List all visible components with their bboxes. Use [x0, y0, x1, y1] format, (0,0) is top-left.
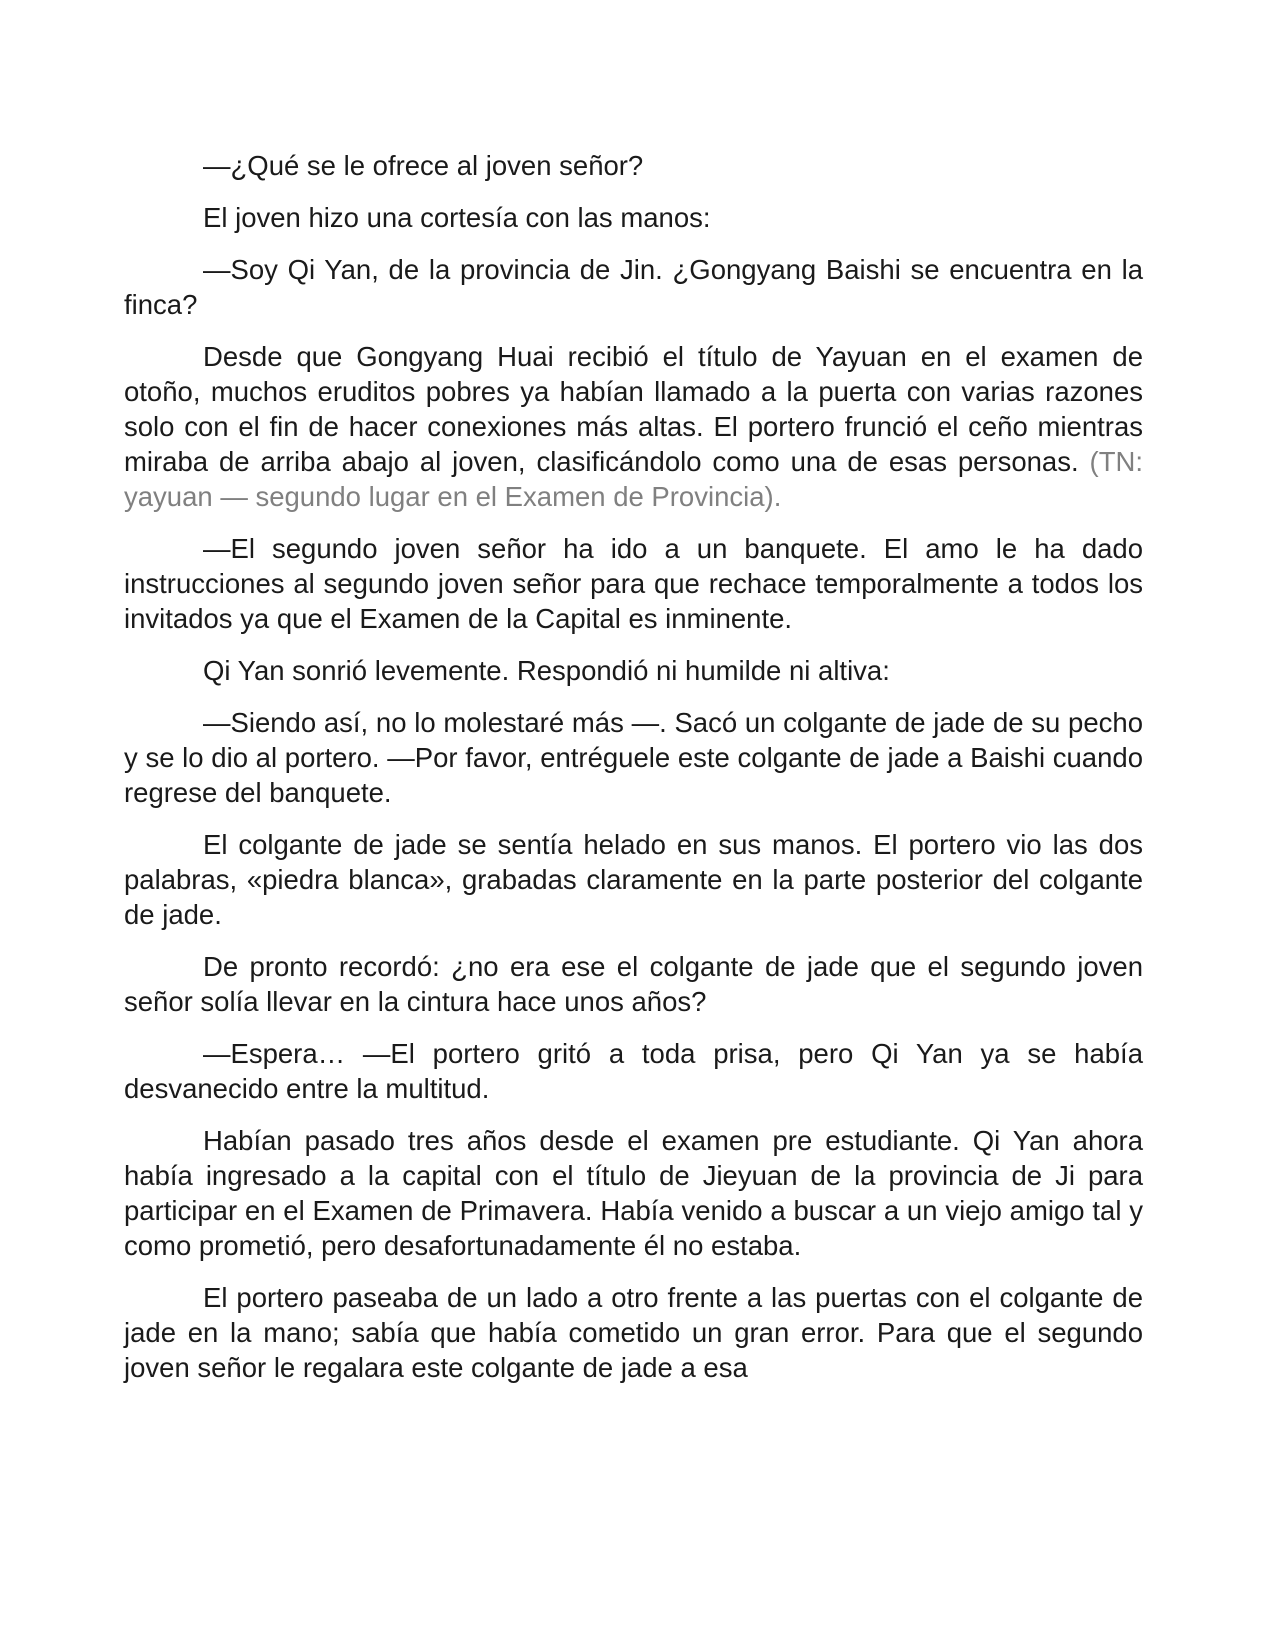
translator-note: (TN: yayuan — segundo lugar en el Examen de Provincia).: [124, 446, 1143, 512]
paragraph: —¿Qué se le ofrece al joven señor?: [203, 150, 644, 181]
paragraph: El colgante de jade se sentía helado en sus manos. El portero vio las dos palabras, «piedra blanca», grabadas claramente en la parte posterior del colgante de jade.: [124, 829, 1143, 930]
document-body: [124, 148, 1143, 1385]
paragraph: Habían pasado tres años desde el examen pre estudiante. Qi Yan ahora había ingresado a la capital con el título de Jieyuan de la provincia de Ji para participar en el Examen de Primavera. Había venido a buscar a un viejo amigo tal y como prometió, pero desafortunadamente él no estaba.: [124, 1125, 1143, 1261]
paragraph-with-note: [124, 339, 1143, 514]
paragraph: —Siendo así, no lo molestaré más —. Sacó un colgante de jade de su pecho y se lo dio al portero. —Por favor, entréguele este colgante de jade a Baishi cuando regrese del banquete.: [124, 707, 1143, 808]
paragraph: De pronto recordó: ¿no era ese el colgante de jade que el segundo joven señor solía llevar en la cintura hace unos años?: [124, 951, 1143, 1017]
paragraph: El portero paseaba de un lado a otro frente a las puertas con el colgante de jade en la mano; sabía que había cometido un gran error. Para que el segundo joven señor le regalara este colgante de jade a esa: [124, 1282, 1143, 1383]
paragraph: —Espera… —El portero gritó a toda prisa, pero Qi Yan ya se había desvanecido entre la multitud.: [124, 1038, 1143, 1104]
paragraph-text: Desde que Gongyang Huai recibió el título de Yayuan en el examen de otoño, muchos eruditos pobres ya habían llamado a la puerta con varias razones solo con el fin de hacer conexiones más altas. El portero frunció el ceño mientras miraba de arriba abajo al joven, clasificándolo como una de esas personas.: [124, 341, 1143, 477]
paragraph: —El segundo joven señor ha ido a un banquete. El amo le ha dado instrucciones al segundo joven señor para que rechace temporalmente a todos los invitados ya que el Examen de la Capital es inminente.: [124, 533, 1143, 634]
paragraph: El joven hizo una cortesía con las manos:: [203, 202, 711, 233]
paragraph: Qi Yan sonrió levemente. Respondió ni humilde ni altiva:: [203, 655, 890, 686]
paragraph: —Soy Qi Yan, de la provincia de Jin. ¿Gongyang Baishi se encuentra en la finca?: [124, 254, 1143, 320]
